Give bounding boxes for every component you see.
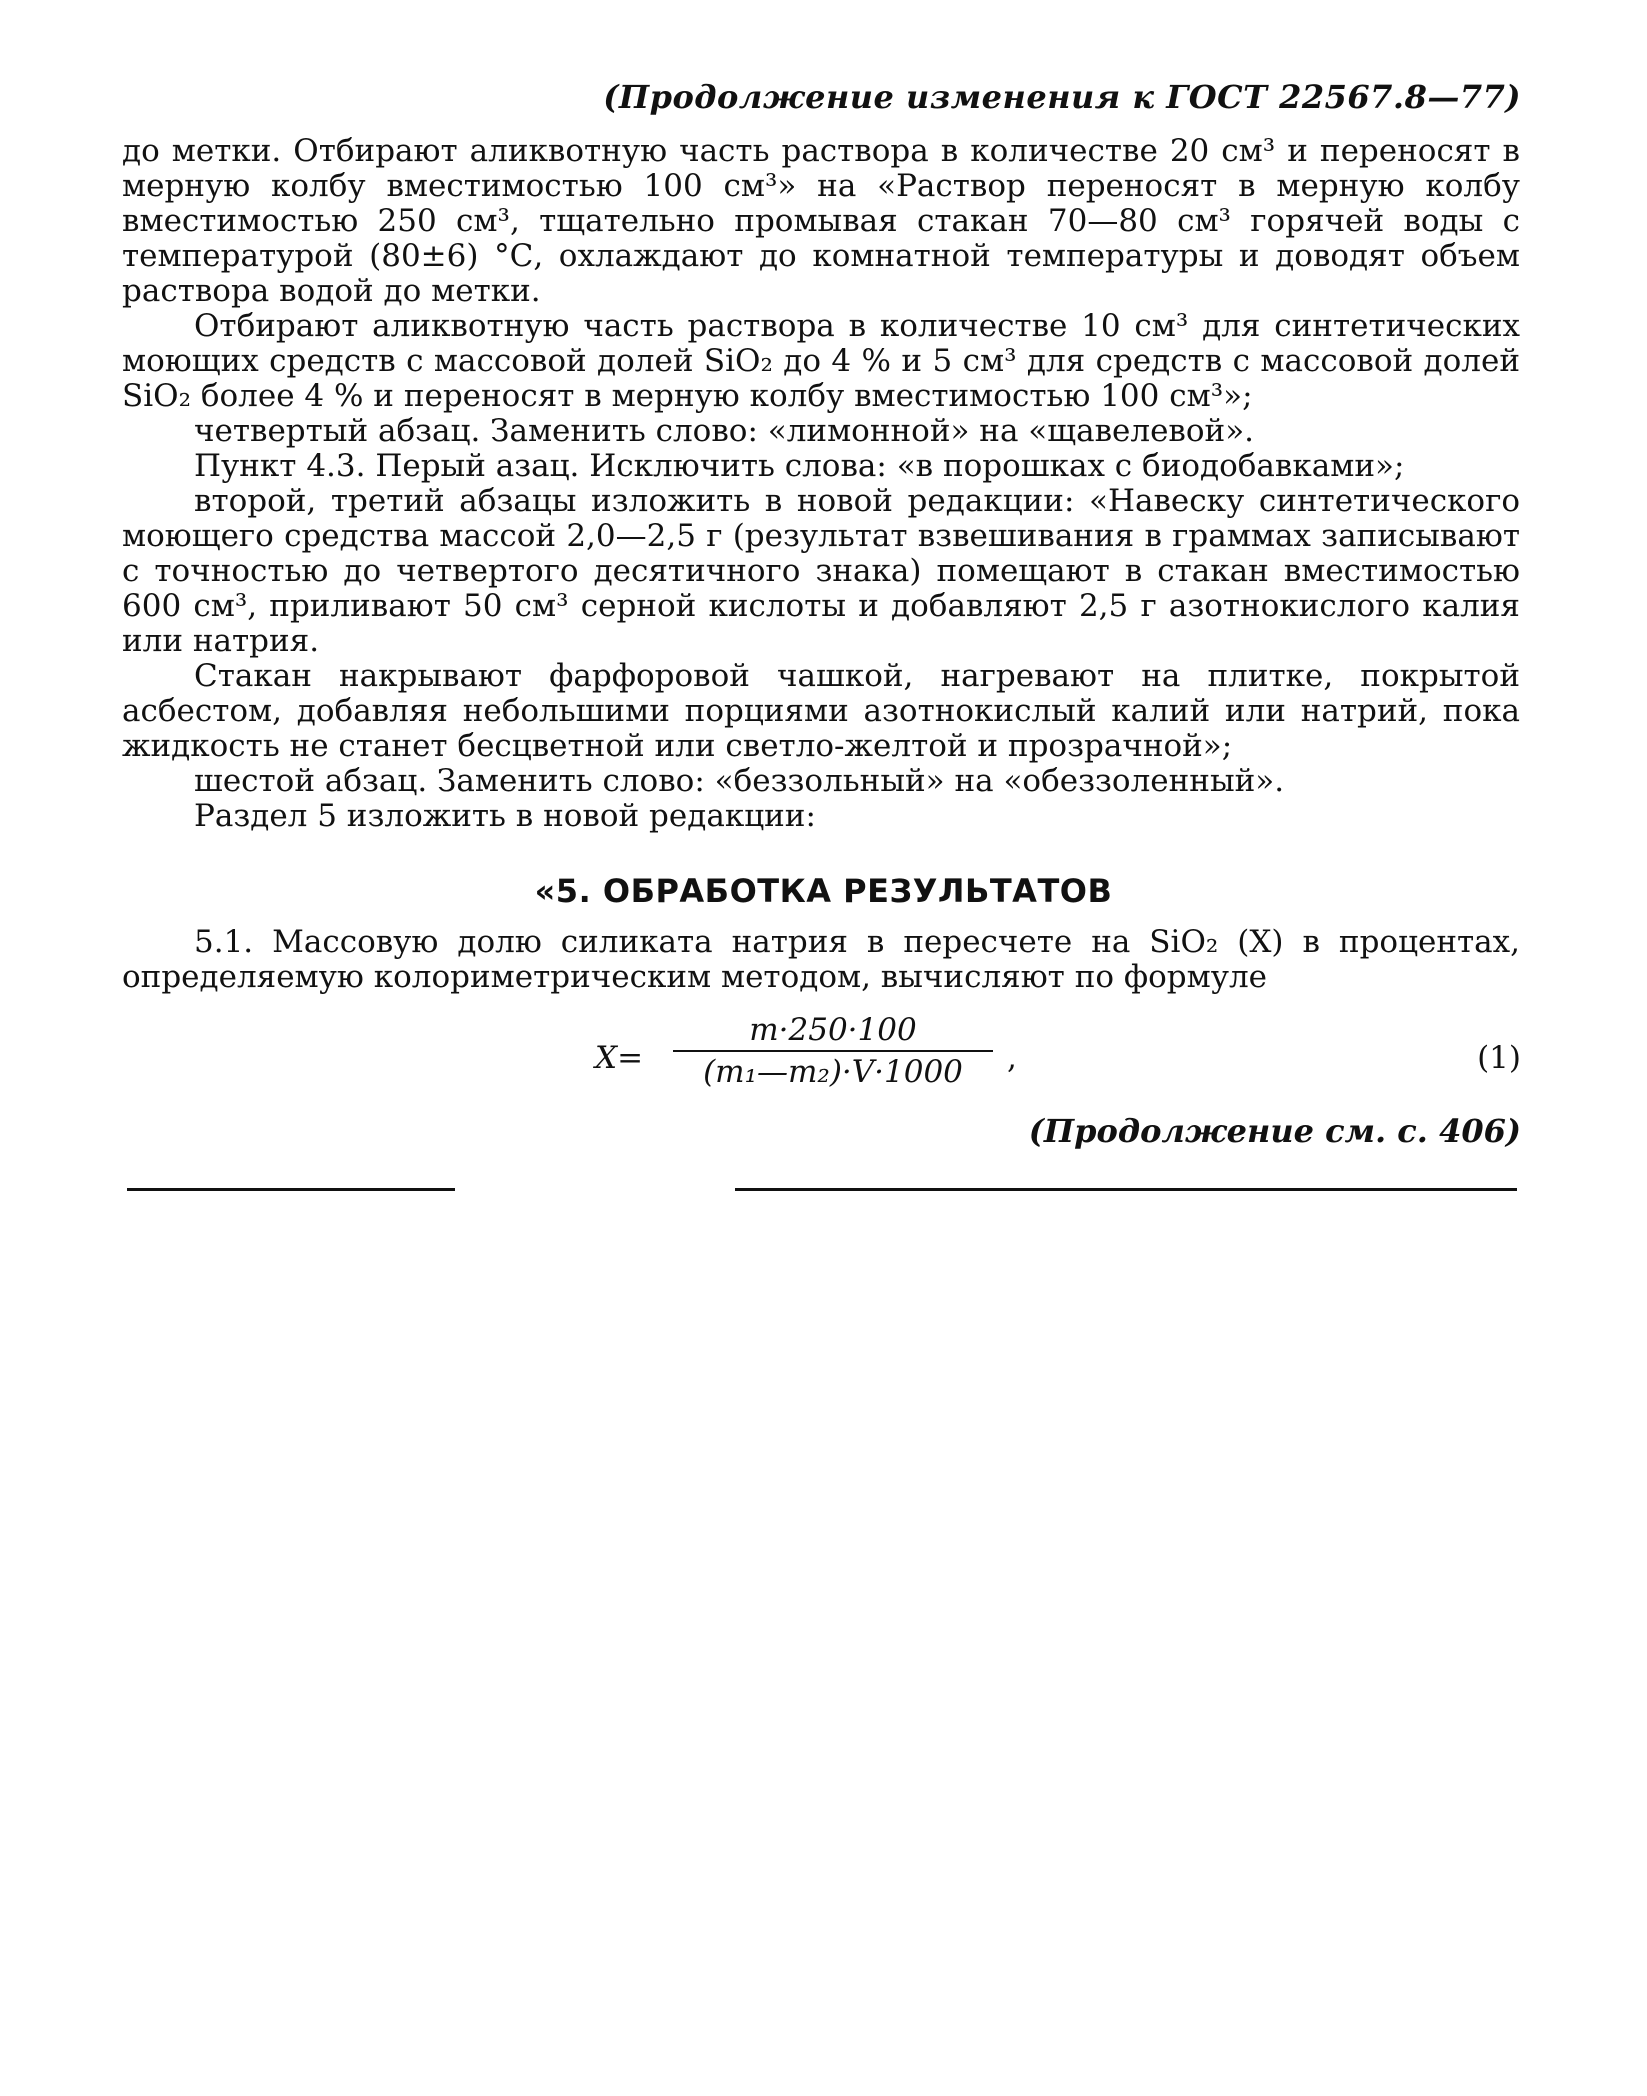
paragraph-1: до метки. Отбирают аликвотную часть раствора в количестве 20 см³ и переносят в мерную колбу вместимостью 100 см³» на «Раствор переносят в мерную колбу вместимостью 250 см³, тщательно промывая стакан 70—80 см³ горячей воды с температурой (80±6) °С, охлаждают до комнатной температуры и доводят объем раствора водой до метки. <box>122 133 1520 309</box>
page-header: (Продолжение изменения к ГОСТ 22567.8—77) <box>603 78 1521 116</box>
formula-trailing-comma: , <box>1007 1040 1017 1076</box>
paragraph-5: второй, третий абзацы изложить в новой редакции: «Навеску синтетического моющего средства массой 2,0—2,5 г (результат взвешивания в граммах записывают с точностью до четвертого десятичного знака) помещают в стакан вместимостью 600 см³, приливают 50 см³ серной кислоты и добавляют 2,5 г азотнокислого калия или натрия. <box>122 483 1520 659</box>
fraction-bar <box>673 1050 993 1052</box>
results-paragraph: 5.1. Массовую долю силиката натрия в пересчете на SiO₂ (X) в процентах, определяемую колориметрическим методом, вычисляют по формуле <box>122 924 1520 995</box>
paragraph-3: четвертый абзац. Заменить слово: «лимонной» на «щавелевой». <box>194 413 1255 449</box>
paragraph-7: шестой абзац. Заменить слово: «беззольный» на «обеззоленный». <box>194 763 1285 799</box>
formula-numerator: m·250·100 <box>749 1012 917 1048</box>
equation-number: (1) <box>1477 1040 1521 1076</box>
paragraph-4: Пункт 4.3. Перый азац. Исключить слова: «в порошках с биодобавками»; <box>194 448 1405 484</box>
results-text <box>122 925 1520 995</box>
paragraph-2: Отбирают аликвотную часть раствора в количестве 10 см³ для синтетических моющих средств с массовой долей SiO₂ до 4 % и 5 см³ для средств с массовой долей SiO₂ более 4 % и переносят в мерную колбу вместимостью 100 см³»; <box>122 308 1520 414</box>
section-heading: «5. ОБРАБОТКА РЕЗУЛЬТАТОВ <box>534 872 1113 910</box>
formula-denominator: (m₁—m₂)·V·1000 <box>703 1054 963 1090</box>
continuation-note: (Продолжение см. с. 406) <box>1028 1112 1521 1150</box>
footer-rule-right <box>735 1188 1517 1191</box>
footer-rule-left <box>127 1188 455 1191</box>
formula-lhs: X= <box>595 1040 644 1076</box>
paragraph-6: Стакан накрывают фарфоровой чашкой, нагревают на плитке, покрытой асбестом, добавляя небольшими порциями азотнокислый калий или натрий, пока жидкость не станет бесцветной или светло-желтой и прозрачной»; <box>122 658 1520 764</box>
formula-fraction <box>673 1012 993 1090</box>
paragraph-8: Раздел 5 изложить в новой редакции: <box>194 798 816 834</box>
body-text <box>122 134 1520 834</box>
